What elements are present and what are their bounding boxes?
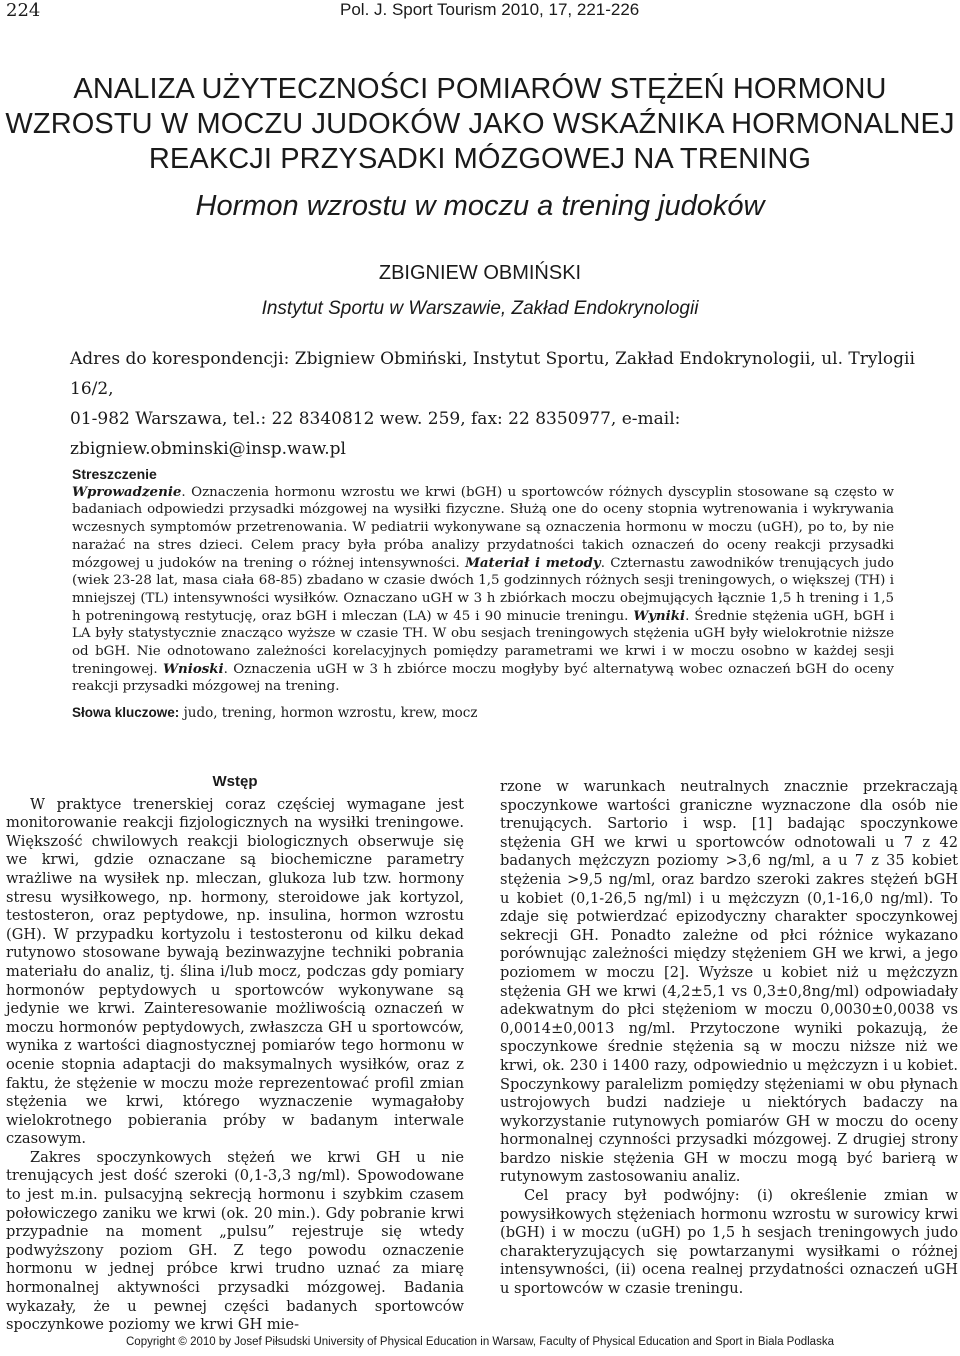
intro-text: . Oznaczenia hormonu wzrostu we krwi (bGH) u sportowców różnych dyscyplin stosowane są często w badaniach odpowiedzi przysadki mózgowej na wysiłki fizyczne. Służą one do oceny stopnia wytrenowania i wykrywania wczesnych symptomów przetrenowania. W pediatrii wykonywane są oznaczenia hormonu w moczu (uGH), po to, by nie narażać na stres dzieci. Celem pracy była próba analizy przydatności takich oznaczeń do oceny reakcji przysadki mózgowej u judoków na trening o różnej intensywności. <box>72 484 894 571</box>
title-line-2: WZROSTU W MOCZU JUDOKÓW JAKO WSKAŹNIKA HORMONALNEJ <box>5 108 955 140</box>
page-number: 224 <box>6 0 41 21</box>
methods-text: . Czternastu zawodników trenujących judo (wiek 23-28 lat, masa ciała 68-85) zbadano w czasie dwóch 1,5 godzinnych różnych sesji treningowych, o większej (TH) i mniejszej (TL) intensywności wysiłków. Oznaczano uGH w 3 h zbiórkach moczu obejmujących łącznie 1,5 h trening i 1,5 h potreningową restytucję, oraz bGH i mleczan (LA) w 45 i 90 minucie treningu. <box>72 555 894 624</box>
intro-label: Wprowadzenie <box>72 483 182 500</box>
title-line-3: REAKCJI PRZYSADKI MÓZGOWEJ NA TRENING <box>148 143 812 175</box>
author-affiliation: Instytut Sportu w Warszawie, Zakład Endokrynologii <box>261 298 699 319</box>
address-line-2: 01-982 Warszawa, tel.: 22 8340812 wew. 259, fax: 22 8350977, e-mail: zbigniew.obminski@insp.waw.pl <box>70 409 681 459</box>
results-label: Wyniki <box>633 607 686 624</box>
conclusions-text: . Oznaczenia uGH w 3 h zbiórce moczu mogłyby być alternatywą wobec oznaczeń bGH do oceny reakcji przysadki mózgowej na trening. <box>72 661 894 695</box>
address-line-1: Adres do korespondencji: Zbigniew Obmiński, Instytut Sportu, Zakład Endokrynologii, ul. Trylogii 16/2, <box>70 349 915 399</box>
methods-label: Materiał i metody <box>465 554 601 571</box>
keywords-label: Słowa kluczowe: <box>72 705 180 720</box>
abstract <box>72 466 894 696</box>
article-subtitle: Hormon wzrostu w moczu a trening judoków <box>195 190 765 222</box>
author-name: ZBIGNIEW OBMIŃSKI <box>378 262 582 284</box>
conclusions-label: Wnioski <box>162 660 224 677</box>
paragraph: rzone w warunkach neutralnych znacznie przekraczają spoczynkowe wartości graniczne wyznaczone dla osób nie trenujących. Sartorio i wsp. [1] badając spoczynkowe stężenia GH we krwi u sportowców odnotowali u 7 z 42 badanych mężczyzn poziomy >3,6 ng/ml, a u 7 z 35 kobiet stężenia >9,5 ng/ml, oraz bardzo szeroki zakres stężeń bGH u kobiet (0,1-26,5 ng/ml) i u mężczyzn (0,1-16,0 ng/ml). To zdaje się potwierdzać epizodyczny charakter spoczynkowej sekrecji GH. Ponadto zależne od płci różnice wykazano porównując zależności między stężeniem GH we krwi, a jego poziomem w moczu [2]. Wyższe u kobiet niż u mężczyzn stężenia GH we krwi (4,2±5,1 vs 0,3±0,8ng/ml) odpowiadały adekwatnym do płci stężeniom w moczu 0,0030±0,0038 vs 0,0014±0,0013 ng/ml. Przytoczone wyniki pokazują, że spoczynkowe średnie stężenia są w moczu niższe niż we krwi, ok. 230 i 1400 razy, odpowiednio u mężczyzn i u kobiet. Spoczynkowy paralelizm pomiędzy stężeniami w obu płynach ustrojowych budzi nadzieje u niektórych badaczy na wykorzystanie rutynowych pomiarów GH w moczu do oceny hormonalnej czynności przysadki mózgowej. Z drugiej strony bardzo niskie stężenia GH w moczu mogą być barierą w rutynowym zastosowaniu analiz. <box>500 778 958 1186</box>
copyright-footer: Copyright © 2010 by Josef Piłsudski University of Physical Education in Warsaw, Faculty of Physical Education and Sport in Biala Podlaska <box>126 1336 834 1348</box>
running-header <box>0 0 960 30</box>
abstract-body <box>72 484 894 696</box>
title-line-1: ANALIZA UŻYTECZNOŚCI POMIARÓW STĘŻEŃ HORMONU <box>73 73 887 105</box>
paragraph: W praktyce trenerskiej coraz częściej wymagane jest monitorowanie reakcji fizjologicznych na wysiłki treningowe. Większość chwilowych reakcji biologicznych obserwuje się we krwi, gdzie oznaczane są biochemiczne parametry wrażliwe na wysiłek np. mleczan, glukoza lub tzw. hormony stresu wysiłkowego, np. hormony, steroidowe jak kortyzol, testosteron, oraz peptydowe, np. insulina, hormon wzrostu (GH). W przypadku kortyzolu i testosteronu od kilku dekad rutynowo stosowane bywają bezinwazyjne techniki pobrania materiału do analiz, tj. ślina i/lub mocz, podczas gdy pomiary hormonów peptydowych u sportowców wykonywane są jedynie we krwi. Zainteresowanie możliwością oznaczeń w moczu hormonów peptydowych, zwłaszcza GH u sportowców, wynika z wartości diagnostycznej pomiarów tego hormonu w ocenie stopnia adaptacji do maksymalnych wysiłków, oraz z faktu, że stężenie w moczu może reprezentować profil zmian stężenia we krwi, którego wyznaczenie wymagałoby wielokrotnego pobierania próby w badanym interwale czasowym. <box>6 795 464 1148</box>
keywords-text: judo, trening, hormon wzrostu, krew, mocz <box>179 705 478 721</box>
paragraph: Cel pracy był podwójny: (i) określenie zmian w powysiłkowych stężeniach hormonu wzrostu w surowicy krwi (bGH) i w moczu (uGH) po 1,5 h sesjach treningowych judo charakteryzujących się powtarzanymi wysiłkami o różnej intensywności, (ii) ocena realnej przydatności oznaczeń uGH u sportowców w czasie treningu. <box>500 1187 958 1298</box>
results-text: . Średnie stężenia uGH, bGH i LA były statystycznie znacząco wyższe w czasie TH. W obu sesjach treningowych stężenia uGH były wielokrotnie niższe od bGH. Nie odnotowano zależności korelacyjnych pomiędzy parametrami we krwi i w moczu osobno w każdej sesji treningowej. <box>72 608 894 677</box>
right-column <box>500 778 958 1299</box>
journal-citation: Pol. J. Sport Tourism 2010, 17, 221-226 <box>340 0 640 19</box>
paragraph: Zakres spoczynkowych stężeń we krwi GH u nie trenujących jest dość szeroki (0,1-3,3 ng/ml). Spowodowane to jest m.in. pulsacyjną sekrecją hormonu i szybkim czasem połowiczego zaniku we krwi (ok. 20 min.). Gdy pobranie krwi przypadnie na moment „pulsu” rejestruje się wtedy podwyższony poziom GH. Z tego powodu oznaczenie hormonu w jednej próbce krwi trudno uznać za miarę hormonalnej aktywności przysadki mózgowej. Badania wykazały, że u pewnej części badanych sportowców spoczynkowe poziomy we krwi GH mie- <box>6 1148 464 1334</box>
left-column <box>6 773 464 1335</box>
article-title <box>0 72 960 177</box>
keywords <box>72 705 894 721</box>
correspondence-address <box>70 344 940 464</box>
abstract-heading: Streszczenie <box>72 466 157 482</box>
section-heading: Wstęp <box>212 773 258 790</box>
